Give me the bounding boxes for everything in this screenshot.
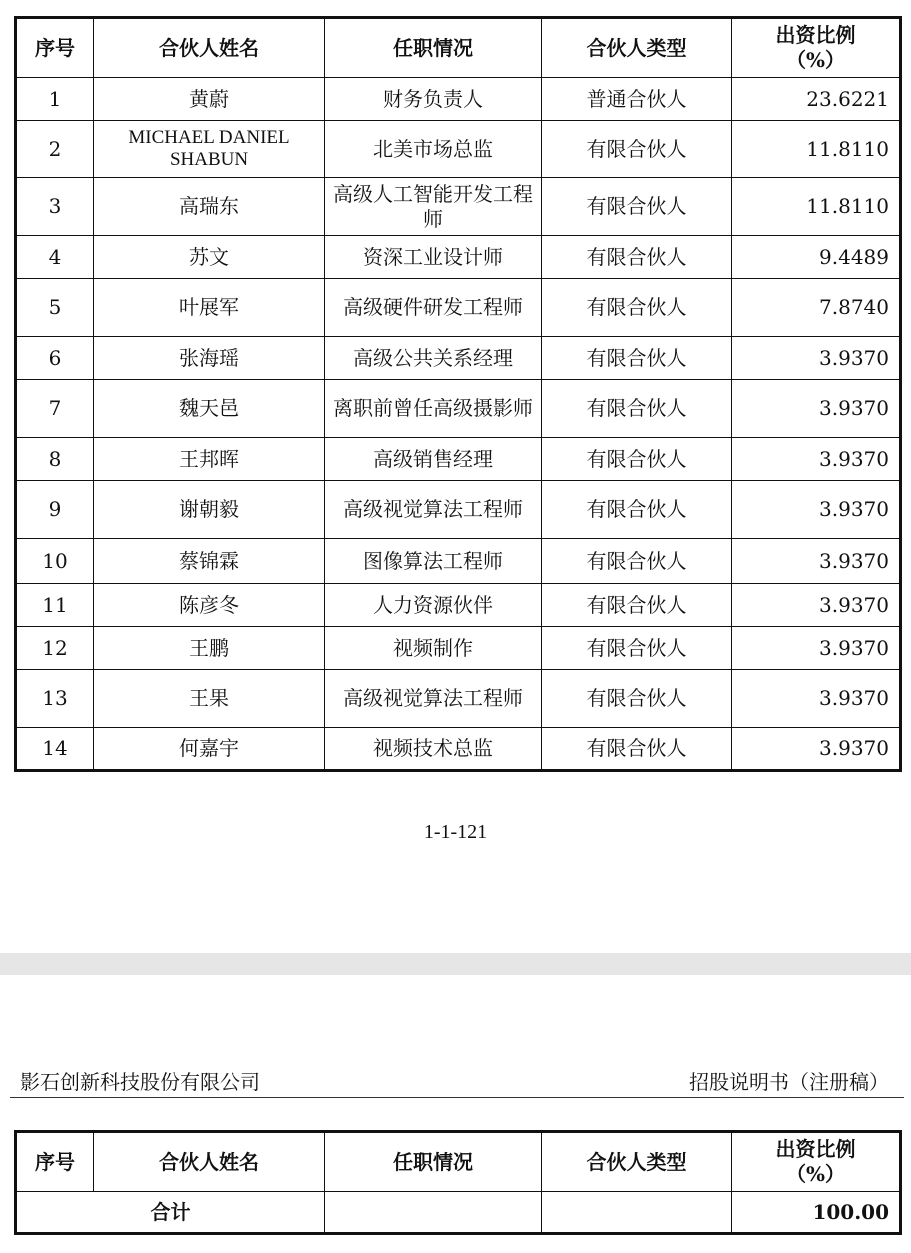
cell-position: 财务负责人 (325, 78, 542, 121)
cell-position: 视频制作 (325, 627, 542, 670)
table-row (16, 380, 901, 438)
header-position: 任职情况 (325, 18, 542, 78)
cell-type: 有限合伙人 (542, 380, 732, 438)
cell-ratio: 3.9370 (732, 670, 901, 728)
cell-position: 高级硬件研发工程师 (325, 279, 542, 337)
page-separator (0, 953, 911, 975)
cell-name: 何嘉宇 (94, 728, 325, 771)
cell-ratio: 7.8740 (732, 279, 901, 337)
cell-position: 高级销售经理 (325, 438, 542, 481)
header-type: 合伙人类型 (542, 1132, 732, 1192)
cell-type: 有限合伙人 (542, 337, 732, 380)
table-row (16, 236, 901, 279)
cell-type: 有限合伙人 (542, 539, 732, 584)
cell-type: 有限合伙人 (542, 481, 732, 539)
document-title: 招股说明书（注册稿） (689, 1070, 889, 1094)
table-row (16, 438, 901, 481)
cell-position: 视频技术总监 (325, 728, 542, 771)
table-row (16, 178, 901, 236)
page-number: 1-1-121 (423, 821, 488, 843)
table-row (16, 78, 901, 121)
cell-ratio: 3.9370 (732, 380, 901, 438)
cell-position: 高级人工智能开发工程师 (325, 178, 542, 236)
cell-name: 蔡锦霖 (94, 539, 325, 584)
cell-position: 高级视觉算法工程师 (325, 670, 542, 728)
cell-position: 北美市场总监 (325, 121, 542, 178)
cell-ratio: 11.8110 (732, 178, 901, 236)
cell-type: 有限合伙人 (542, 236, 732, 279)
cell-ratio: 9.4489 (732, 236, 901, 279)
cell-no: 5 (16, 279, 94, 337)
cell-no: 3 (16, 178, 94, 236)
cell-ratio: 3.9370 (732, 438, 901, 481)
header-ratio-line2: （%） (785, 1162, 845, 1186)
cell-no: 13 (16, 670, 94, 728)
cell-type: 有限合伙人 (542, 627, 732, 670)
table-row (16, 279, 901, 337)
cell-name: 陈彦冬 (94, 584, 325, 627)
table-row (16, 584, 901, 627)
cell-no: 2 (16, 121, 94, 178)
table-row (16, 539, 901, 584)
total-empty-cell (542, 1192, 732, 1234)
cell-no: 9 (16, 481, 94, 539)
total-row (16, 1192, 901, 1234)
cell-no: 14 (16, 728, 94, 771)
cell-no: 6 (16, 337, 94, 380)
partner-table (14, 16, 902, 772)
cell-position: 资深工业设计师 (325, 236, 542, 279)
header-name: 合伙人姓名 (94, 1132, 325, 1192)
table-row (16, 670, 901, 728)
cell-position: 高级视觉算法工程师 (325, 481, 542, 539)
table-row (16, 728, 901, 771)
cell-name: MICHAEL DANIEL SHABUN (94, 121, 325, 178)
cell-ratio: 3.9370 (732, 539, 901, 584)
cell-name: 王鹏 (94, 627, 325, 670)
cell-position: 离职前曾任高级摄影师 (325, 380, 542, 438)
cell-ratio: 11.8110 (732, 121, 901, 178)
cell-position: 人力资源伙伴 (325, 584, 542, 627)
cell-name: 黄蔚 (94, 78, 325, 121)
header-no: 序号 (16, 18, 94, 78)
cell-ratio: 3.9370 (732, 627, 901, 670)
cell-ratio: 3.9370 (732, 481, 901, 539)
cell-type: 有限合伙人 (542, 670, 732, 728)
table-row (16, 627, 901, 670)
cell-name: 王邦晖 (94, 438, 325, 481)
header-ratio (732, 18, 901, 78)
cell-no: 4 (16, 236, 94, 279)
cell-name: 高瑞东 (94, 178, 325, 236)
header-name: 合伙人姓名 (94, 18, 325, 78)
header-ratio-line2: （%） (785, 48, 845, 72)
partner-table-continued (14, 1130, 902, 1235)
table-row (16, 337, 901, 380)
total-label: 合计 (16, 1192, 325, 1234)
cell-position: 高级公共关系经理 (325, 337, 542, 380)
cell-no: 1 (16, 78, 94, 121)
header-position: 任职情况 (325, 1132, 542, 1192)
cell-type: 有限合伙人 (542, 178, 732, 236)
total-empty-cell (325, 1192, 542, 1234)
header-ratio-line1: 出资比例 (775, 23, 856, 47)
cell-type: 普通合伙人 (542, 78, 732, 121)
cell-no: 10 (16, 539, 94, 584)
total-value: 100.00 (732, 1192, 901, 1234)
table-header-row (16, 18, 901, 78)
cell-name: 王果 (94, 670, 325, 728)
cell-type: 有限合伙人 (542, 438, 732, 481)
cell-ratio: 3.9370 (732, 728, 901, 771)
cell-position: 图像算法工程师 (325, 539, 542, 584)
cell-name: 魏天邑 (94, 380, 325, 438)
cell-name: 张海瑶 (94, 337, 325, 380)
cell-no: 11 (16, 584, 94, 627)
cell-type: 有限合伙人 (542, 279, 732, 337)
cell-type: 有限合伙人 (542, 728, 732, 771)
header-ratio-line1: 出资比例 (775, 1137, 856, 1161)
table-row (16, 121, 901, 178)
table-row (16, 481, 901, 539)
cell-no: 8 (16, 438, 94, 481)
header-type: 合伙人类型 (542, 18, 732, 78)
cell-type: 有限合伙人 (542, 121, 732, 178)
header-ratio (732, 1132, 901, 1192)
cell-no: 12 (16, 627, 94, 670)
table-header-row (16, 1132, 901, 1192)
cell-name: 苏文 (94, 236, 325, 279)
cell-ratio: 3.9370 (732, 584, 901, 627)
cell-name: 叶展军 (94, 279, 325, 337)
header-no: 序号 (16, 1132, 94, 1192)
cell-ratio: 3.9370 (732, 337, 901, 380)
cell-no: 7 (16, 380, 94, 438)
header-rule (10, 1097, 904, 1098)
cell-name: 谢朝毅 (94, 481, 325, 539)
cell-type: 有限合伙人 (542, 584, 732, 627)
cell-ratio: 23.6221 (732, 78, 901, 121)
company-name: 影石创新科技股份有限公司 (20, 1070, 260, 1094)
